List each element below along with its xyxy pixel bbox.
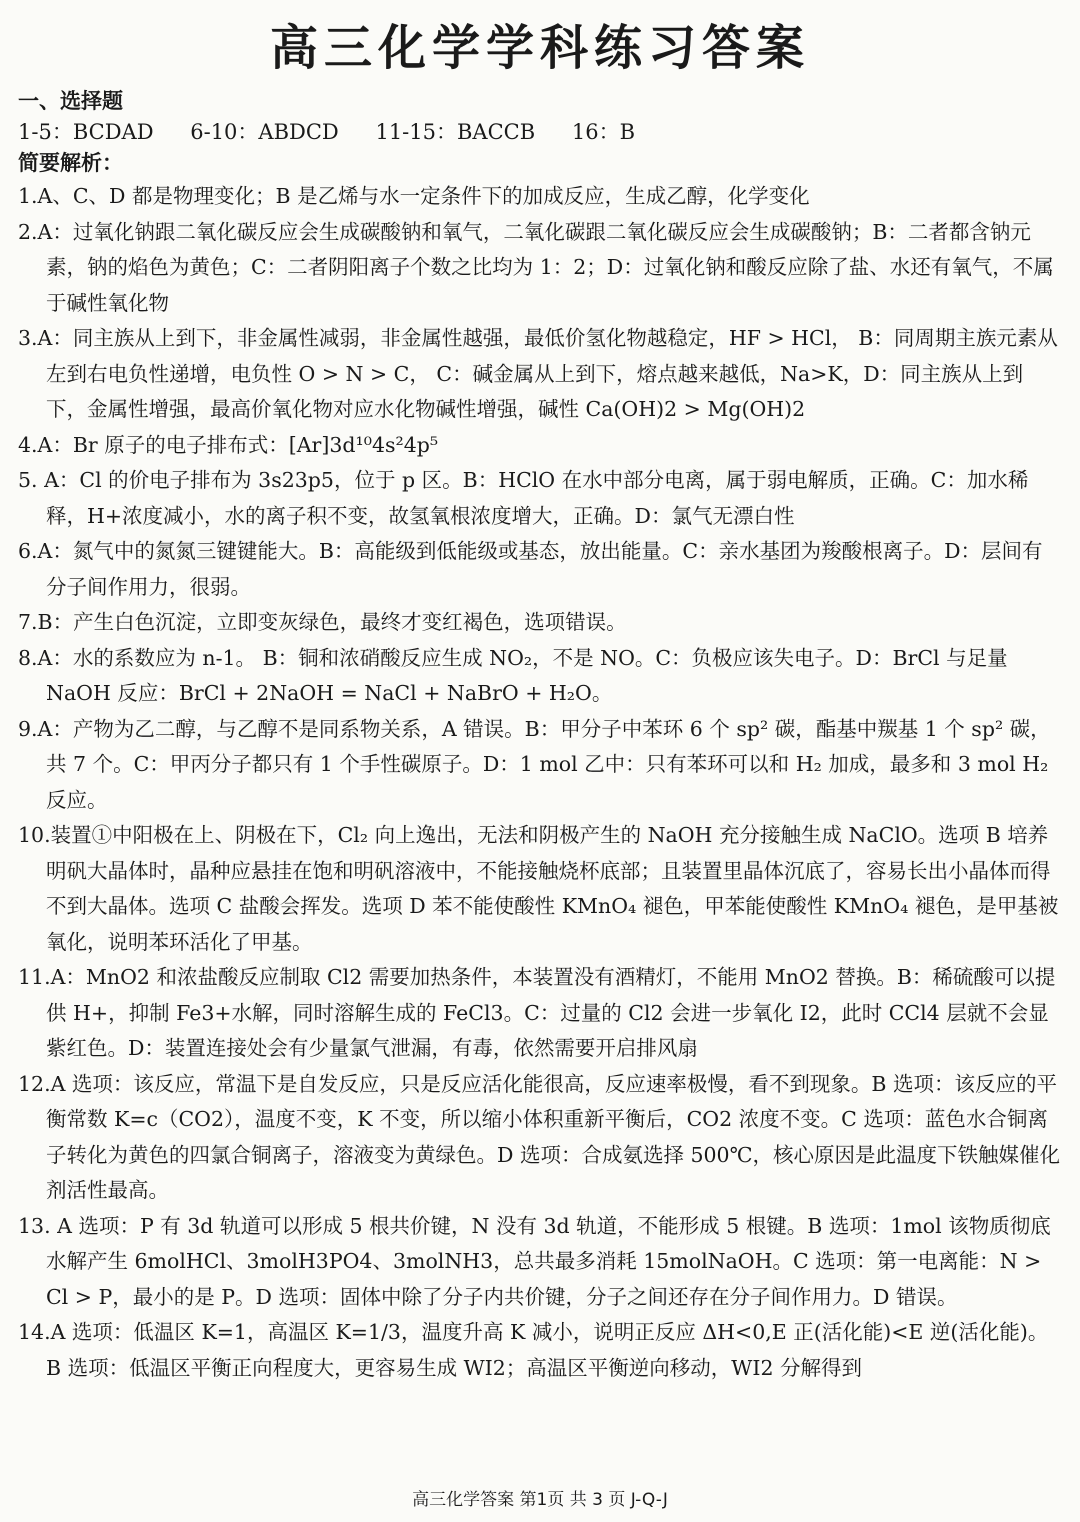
analysis-list: [18, 179, 1062, 1386]
answer-key: [18, 117, 1062, 148]
analysis-item: 12.A 选项：该反应，常温下是自发反应，只是反应活化能很高，反应速率极慢，看不到现象。B 选项：该反应的平衡常数 K=c（CO2），温度不变，K 不变，所以缩小体积重新平衡后，CO2 浓度不变。C 选项：蓝色水合铜离子转化为黄色的四氯合铜离子，溶液变为黄绿色。D 选项：合成氨选择 500℃，核心原因是此温度下铁触媒催化剂活性最高。: [18, 1071, 1061, 1202]
analysis-item: 2.A：过氧化钠跟二氧化碳反应会生成碳酸钠和氧气，二氧化碳跟二氧化碳反应会生成碳酸钠；B：二者都含钠元素，钠的焰色为黄色；C：二者阴阳离子个数之比均为 1：2；D：过氧化钠和酸反应除了盐、水还有氧气，不属于碱性氧化物: [18, 219, 1054, 315]
answer-group: 6-10：ABDCD: [190, 120, 339, 144]
answer-group: 11-15：BACCB: [375, 120, 536, 144]
analysis-item: 10.装置①中阳极在上、阴极在下，Cl₂ 向上逸出，无法和阴极产生的 NaOH 充分接触生成 NaClO。选项 B 培养明矾大晶体时，晶种应悬挂在饱和明矾溶液中，不能接触烧杯底部；且装置里晶体沉底了，容易长出小晶体而得不到大晶体。选项 C 盐酸会挥发。选项 D 苯不能使酸性 KMnO₄ 褪色，甲苯能使酸性 KMnO₄ 褪色，是甲基被氧化，说明苯环活化了甲基。: [18, 823, 1059, 954]
analysis-item: 4.A：Br 原子的电子排布式：[Ar]3d¹⁰4s²4p⁵: [18, 432, 439, 457]
analysis-item: 11.A：MnO2 和浓盐酸反应制取 Cl2 需要加热条件，本装置没有酒精灯，不能用 MnO2 替换。B：稀硫酸可以提供 H+，抑制 Fe3+水解，同时溶解生成的 FeCl3。C：过量的 Cl2 会进一步氧化 I2，此时 CCl4 层就不会显紫红色。D：装置连接处会有少量氯气泄漏，有毒，依然需要开启排风扇: [18, 965, 1056, 1060]
section-heading: 一、选择题: [18, 89, 123, 113]
page-footer: 高三化学答案 第1页 共 3 页 J-Q-J: [412, 1490, 668, 1510]
answer-group: 1-5：BCDAD: [18, 120, 154, 144]
analysis-item: 14.A 选项：低温区 K=1，高温区 K=1/3，温度升高 K 减小，说明正反应 ΔH<0,E 正(活化能)<E 逆(活化能)。B 选项：低温区平衡正向程度大，更容易生成 WI2；高温区平衡逆向移动，WI2 分解得到: [18, 1320, 1049, 1380]
analysis-item: 8.A：水的系数应为 n-1。 B：铜和浓硝酸反应生成 NO₂，不是 NO。C：负极应该失电子。D：BrCl 与足量 NaOH 反应：BrCl + 2NaOH = NaCl + NaBrO + H₂O。: [18, 645, 1008, 705]
answer-group: 16：B: [571, 120, 636, 144]
page-title: 高三化学学科练习答案: [269, 20, 810, 76]
analysis-item: 5. A：Cl 的价电子排布为 3s23p5，位于 p 区。B：HClO 在水中部分电离，属于弱电解质，正确。C：加水稀释，H+浓度减小，水的离子积不变，故氢氧根浓度增大，正确。D：氯气无漂白性: [18, 468, 1029, 528]
analysis-item: 6.A：氮气中的氮氮三键键能大。B：高能级到低能级或基态，放出能量。C：亲水基团为羧酸根离子。D：层间有分子间作用力，很弱。: [18, 539, 1043, 599]
analysis-item: 1.A、C、D 都是物理变化；B 是乙烯与水一定条件下的加成反应，生成乙醇，化学变化: [18, 184, 810, 208]
analysis-item: 3.A：同主族从上到下，非金属性减弱，非金属性越强，最低价氢化物越稳定，HF > HCl， B：同周期主族元素从左到右电负性递增，电负性 O > N > C， C：碱金属从上到下，熔点越来越低，Na>K，D：同主族从上到下，金属性增强，最高价氧化物对应水化物碱性增强，碱性 Ca(OH)2 > Mg(OH)2: [18, 326, 1058, 421]
analysis-heading: 简要解析：: [18, 151, 123, 175]
analysis-item: 13. A 选项：P 有 3d 轨道可以形成 5 根共价键，N 没有 3d 轨道，不能形成 5 根键。B 选项：1mol 该物质彻底水解产生 6molHCl、3molH3PO4、3molNH3，总共最多消耗 15molNaOH。C 选项：第一电离能：N > Cl > P，最小的是 P。D 选项：固体中除了分子内共价键，分子之间还存在分子间作用力。D 错误。: [18, 1213, 1051, 1309]
analysis-item: 7.B：产生白色沉淀，立即变灰绿色，最终才变红褐色，选项错误。: [18, 610, 627, 634]
analysis-item: 9.A：产物为乙二醇，与乙醇不是同系物关系，A 错误。B：甲分子中苯环 6 个 sp² 碳，酯基中羰基 1 个 sp² 碳，共 7 个。C：甲丙分子都只有 1 个手性碳原子。D：1 mol 乙中：只有苯环可以和 H₂ 加成，最多和 3 mol H₂ 反应。: [18, 716, 1051, 812]
